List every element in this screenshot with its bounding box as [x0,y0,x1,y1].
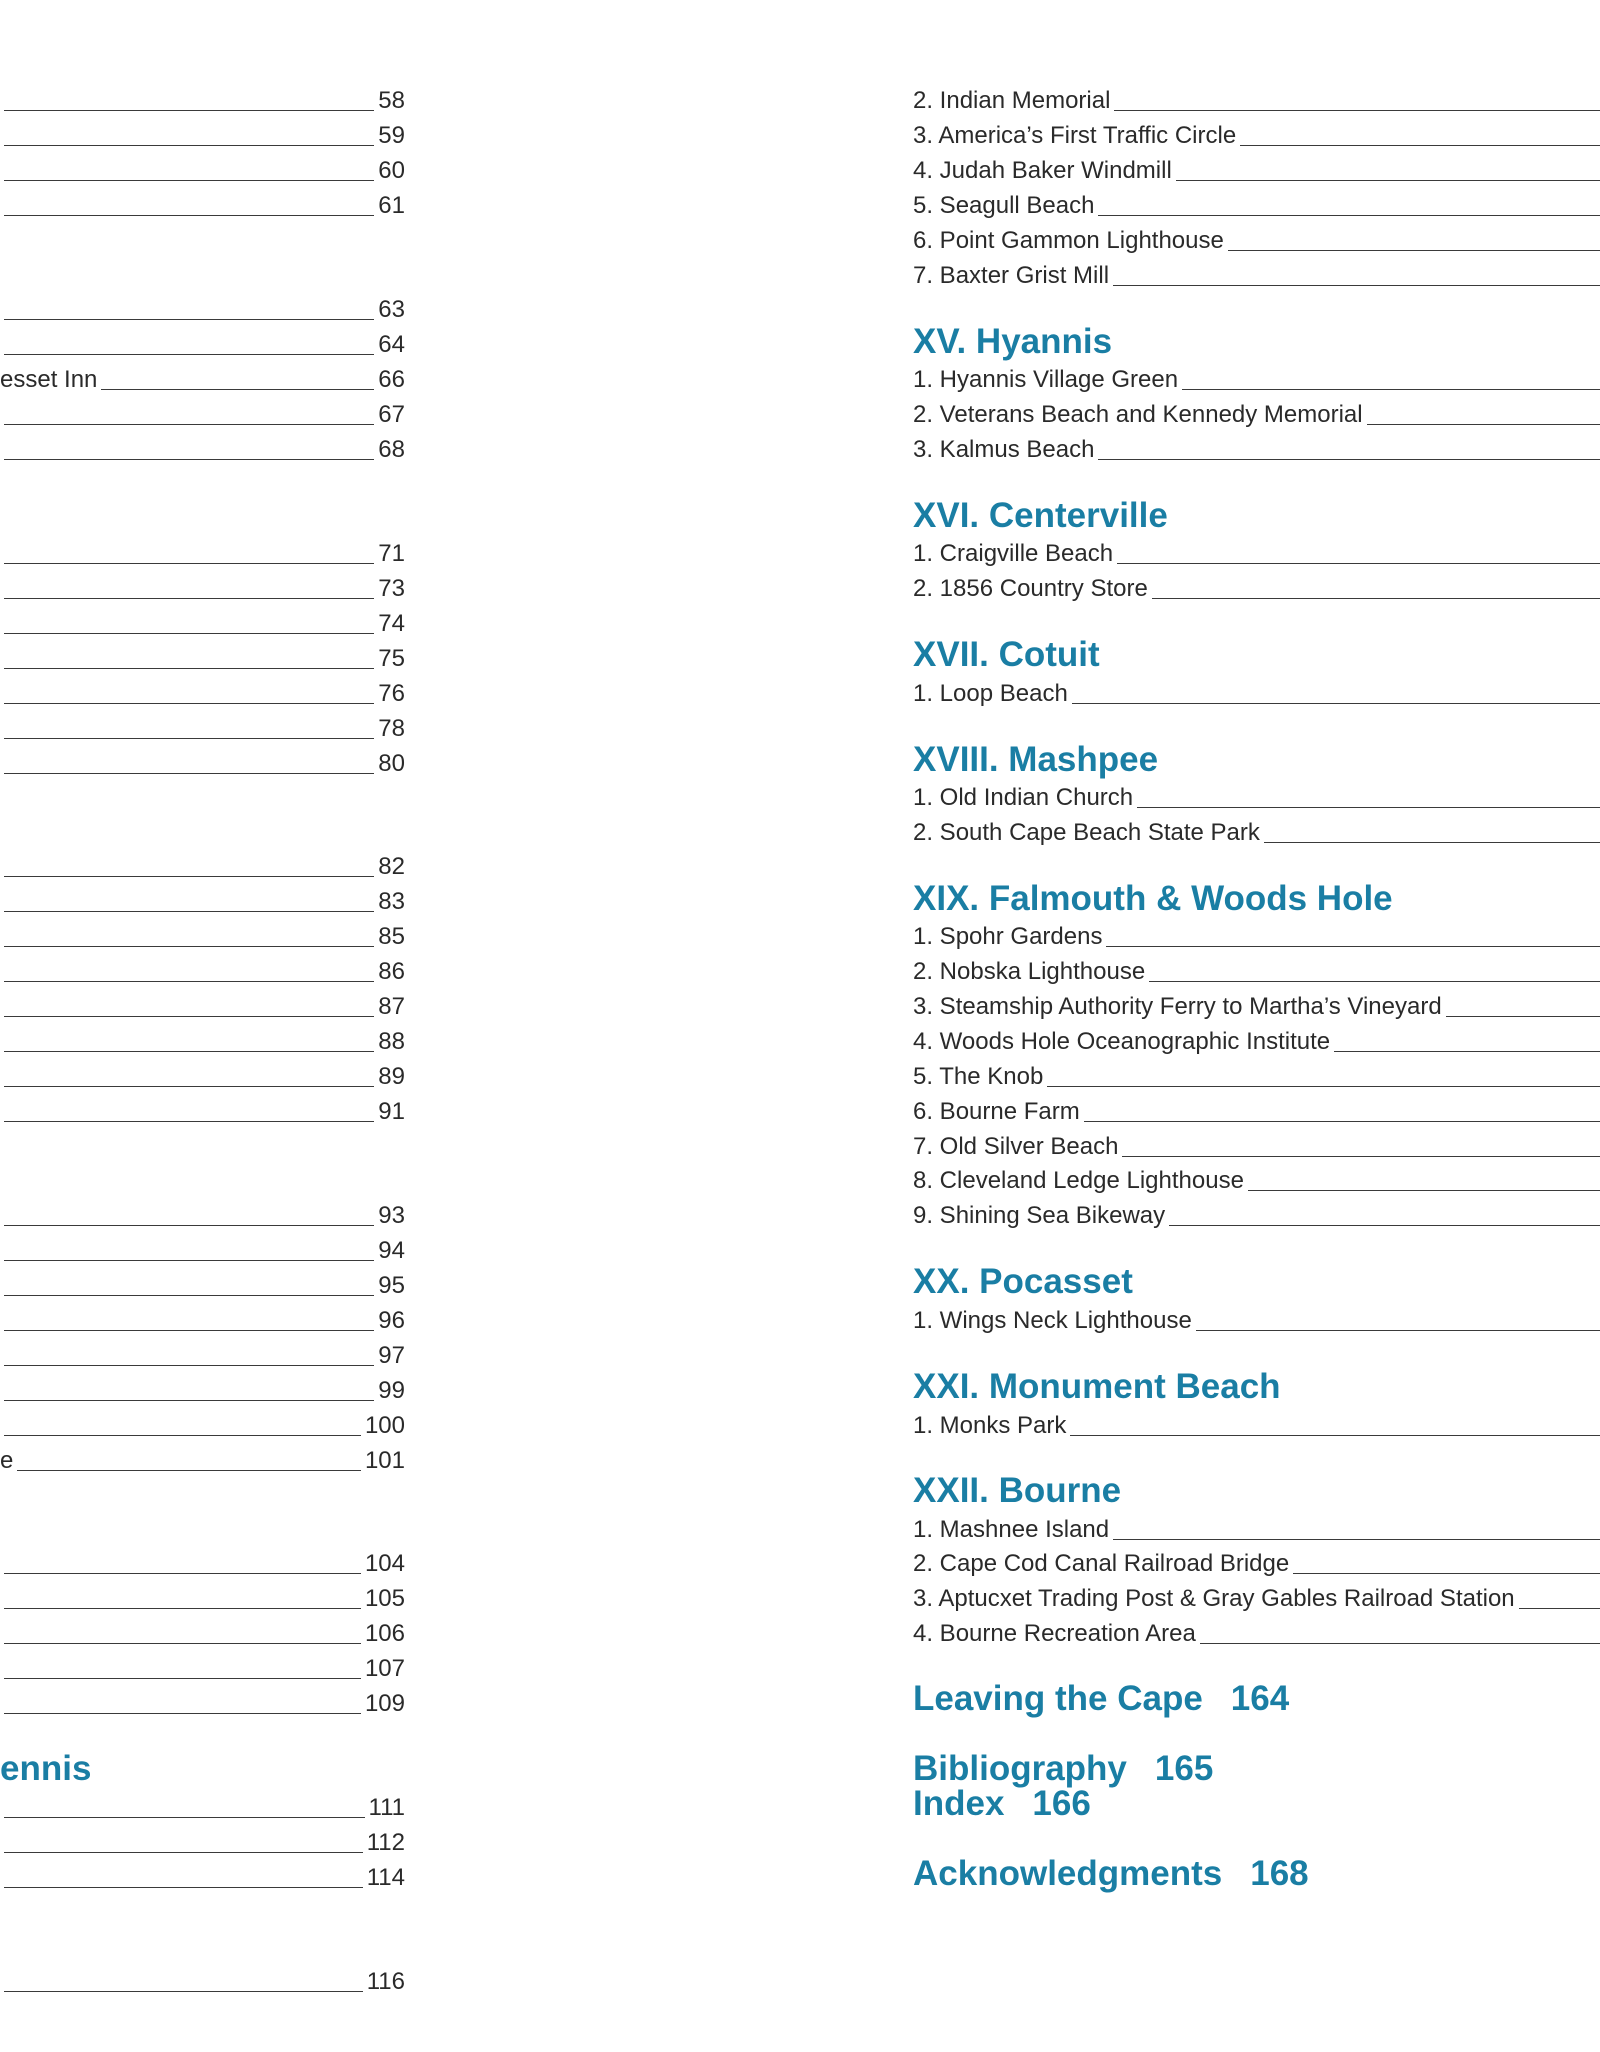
page-number: 67 [378,401,405,428]
toc-entry[interactable] [913,1306,1600,1336]
leader-line [4,424,374,425]
toc-entry[interactable] [0,191,405,221]
leader-line [1264,842,1600,843]
entry-title: 1. Old Indian Church [913,784,1134,811]
entry-title: 4. Woods Hole Oceanographic Institute [913,1028,1331,1055]
leader-line [4,1121,374,1122]
page-number: 99 [378,1377,405,1404]
toc-entry[interactable] [913,957,1600,987]
leader-line [4,911,374,912]
leader-line [1070,1435,1600,1436]
leader-line [4,1016,374,1017]
entry-title: 6. Point Gammon Lighthouse [913,227,1224,254]
section-heading: ennis [0,1749,92,1788]
toc-entry[interactable] [0,400,405,430]
toc-entry[interactable] [0,1689,405,1719]
leader-line [1106,946,1600,947]
leader-line [4,180,374,181]
toc-entry[interactable] [913,121,1600,151]
section-heading: XX. Pocasset [913,1262,1133,1301]
toc-entry[interactable] [913,1584,1600,1614]
leader-line [1152,598,1600,599]
leader-line [4,1817,365,1818]
page-number: 107 [364,1655,405,1682]
entry-title: 1. Spohr Gardens [913,923,1103,950]
page-number: 101 [364,1447,405,1474]
toc-entry[interactable] [913,992,1600,1022]
leader-line [4,598,374,599]
page-number: 112 [366,1829,405,1856]
leader-line [4,633,374,634]
page-number: 59 [378,122,405,149]
section-heading: XVII. Cotuit [913,635,1100,674]
leader-line [1248,1190,1600,1191]
toc-entry[interactable] [0,86,405,116]
toc-entry[interactable] [913,1515,1600,1545]
page-number: 87 [378,993,405,1020]
entry-title: 5. Seagull Beach [913,192,1095,219]
entry-title: e [0,1447,14,1474]
toc-entry[interactable] [0,887,405,917]
toc-entry[interactable] [0,1967,405,1997]
leader-line [4,1643,361,1644]
leader-line [4,1051,374,1052]
page-number: 61 [378,192,405,219]
end-section-title: Bibliography [913,1749,1127,1788]
entry-title: 1. Monks Park [913,1412,1067,1439]
toc-entry[interactable] [913,86,1600,116]
toc-entry[interactable] [0,1201,405,1231]
leader-line [4,1086,374,1087]
toc-entry[interactable] [0,992,405,1022]
leader-line [1519,1608,1600,1609]
toc-entry[interactable] [0,574,405,604]
leader-line [4,703,374,704]
end-section-title: Index [913,1784,1005,1823]
leader-line [1169,1225,1600,1226]
toc-entry[interactable] [913,1097,1600,1127]
leader-line [1113,1539,1600,1540]
leader-line [1149,981,1600,982]
toc-entry[interactable] [0,1549,405,1579]
page-number: 60 [378,157,405,184]
entry-title: 1. Wings Neck Lighthouse [913,1307,1192,1334]
leader-line [1098,215,1600,216]
page-number: 114 [366,1864,405,1891]
end-section-title: Acknowledgments [913,1854,1223,1893]
section-heading: XIX. Falmouth & Woods Hole [913,879,1393,918]
toc-entry[interactable] [913,1619,1600,1649]
page-number: 106 [364,1620,405,1647]
leader-line [1334,1051,1600,1052]
entry-title: 2. Cape Cod Canal Railroad Bridge [913,1550,1290,1577]
toc-entry[interactable] [0,121,405,151]
toc-entry[interactable] [0,156,405,186]
leader-line [1200,1643,1600,1644]
toc-entry[interactable] [913,365,1600,395]
toc-entry[interactable] [913,1062,1600,1092]
toc-entry[interactable] [0,957,405,987]
page-number: 83 [378,888,405,915]
entry-title: 2. Veterans Beach and Kennedy Memorial [913,401,1363,428]
leader-line [4,981,374,982]
leader-line [4,668,374,669]
toc-entry[interactable] [0,1584,405,1614]
page-number: 71 [378,540,405,567]
leader-line [1122,1156,1600,1157]
entry-title: 1. Craigville Beach [913,540,1114,567]
toc-entry[interactable] [0,1027,405,1057]
page-number: 105 [364,1585,405,1612]
toc-entry[interactable] [913,1201,1600,1231]
leader-line [1137,807,1600,808]
leader-line [1047,1086,1600,1087]
leader-line [4,354,374,355]
toc-left-column [0,0,410,2052]
toc-entry[interactable] [0,330,405,360]
leader-line [101,389,374,390]
toc-entry[interactable] [0,1654,405,1684]
end-section-heading[interactable] [913,1854,1309,1894]
toc-entry[interactable] [0,1619,405,1649]
page-number: 74 [378,610,405,637]
leader-line [1446,1016,1600,1017]
entry-title: 4. Judah Baker Windmill [913,157,1172,184]
page-number: 80 [378,750,405,777]
entry-title: 5. The Knob [913,1063,1044,1090]
leader-line [4,876,374,877]
leader-line [4,1713,361,1714]
entry-title: 1. Hyannis Village Green [913,366,1179,393]
page-number: 73 [378,575,405,602]
leader-line [1098,459,1600,460]
toc-entry[interactable] [0,1271,405,1301]
page-number: 94 [378,1237,405,1264]
toc-entry[interactable] [0,1863,405,1893]
entry-title: 6. Bourne Farm [913,1098,1080,1125]
leader-line [1072,703,1600,704]
toc-entry[interactable] [0,1446,405,1476]
leader-line [4,738,374,739]
leader-line [1293,1573,1600,1574]
page-number: 109 [364,1690,405,1717]
leader-line [1084,1121,1600,1122]
toc-entry[interactable] [913,574,1600,604]
toc-entry[interactable] [0,539,405,569]
section-heading: XVI. Centerville [913,496,1168,535]
toc-entry[interactable] [0,749,405,779]
section-heading: XVIII. Mashpee [913,740,1159,779]
leader-line [4,773,374,774]
toc-entry[interactable] [0,922,405,952]
entry-title: 9. Shining Sea Bikeway [913,1202,1166,1229]
page-number: 58 [378,87,405,114]
toc-entry[interactable] [0,365,405,395]
entry-title: 1. Mashnee Island [913,1516,1110,1543]
page-number: 76 [378,680,405,707]
leader-line [4,1400,374,1401]
leader-line [1113,285,1600,286]
page-number: 93 [378,1202,405,1229]
page-number: 104 [364,1550,405,1577]
section-heading: XXII. Bourne [913,1471,1122,1510]
page-number: 165 [1154,1749,1214,1788]
section-heading: XV. Hyannis [913,322,1113,361]
leader-line [1182,389,1600,390]
leader-line [4,1678,361,1679]
entry-title: esset Inn [0,366,98,393]
toc-entry[interactable] [0,1376,405,1406]
page-number: 91 [378,1098,405,1125]
entry-title: 3. Aptucxet Trading Post & Gray Gables Railroad Station [913,1585,1515,1612]
toc-entry[interactable] [0,435,405,465]
page-number: 100 [364,1412,405,1439]
leader-line [4,1295,374,1296]
leader-line [1228,250,1600,251]
leader-line [1367,424,1600,425]
end-section-heading[interactable] [913,1749,1213,1789]
entry-title: 2. Nobska Lighthouse [913,958,1146,985]
page-number: 82 [378,853,405,880]
leader-line [4,145,374,146]
leader-line [1196,1330,1600,1331]
leader-line [1114,110,1600,111]
leader-line [4,215,374,216]
section-heading: XXI. Monument Beach [913,1367,1281,1406]
leader-line [4,1260,374,1261]
toc-entry[interactable] [0,1097,405,1127]
toc-entry[interactable] [0,644,405,674]
page-number: 96 [378,1307,405,1334]
entry-title: 7. Old Silver Beach [913,1133,1119,1160]
page-number: 116 [366,1968,405,1995]
leader-line [4,1330,374,1331]
entry-title: 3. America’s First Traffic Circle [913,122,1237,149]
toc-entry[interactable] [0,679,405,709]
leader-line [17,1470,361,1471]
page-number: 166 [1032,1784,1091,1823]
toc-entry[interactable] [913,226,1600,256]
toc-entry[interactable] [913,400,1600,430]
toc-right-column [913,0,1600,2052]
toc-entry[interactable] [913,1549,1600,1579]
toc-entry[interactable] [0,852,405,882]
entry-title: 2. 1856 Country Store [913,575,1148,602]
entry-title: 2. South Cape Beach State Park [913,819,1260,846]
toc-entry[interactable] [0,1341,405,1371]
page-number: 85 [378,923,405,950]
page-number: 68 [378,436,405,463]
toc-entry[interactable] [0,295,405,325]
end-section-title: Leaving the Cape [913,1679,1203,1718]
page-number: 97 [378,1342,405,1369]
page-number: 78 [378,715,405,742]
toc-entry[interactable] [0,1236,405,1266]
entry-title: 3. Kalmus Beach [913,436,1095,463]
entry-title: 8. Cleveland Ledge Lighthouse [913,1167,1244,1194]
page-number: 63 [378,296,405,323]
leader-line [1176,180,1600,181]
toc-entry[interactable] [0,1793,405,1823]
leader-line [4,319,374,320]
toc-entry[interactable] [913,679,1600,709]
toc-entry[interactable] [0,714,405,744]
leader-line [4,1435,361,1436]
entry-title: 1. Loop Beach [913,680,1068,707]
toc-entry[interactable] [0,1828,405,1858]
leader-line [4,1887,363,1888]
entry-title: 4. Bourne Recreation Area [913,1620,1196,1647]
page-number: 86 [378,958,405,985]
toc-entry[interactable] [913,1027,1600,1057]
toc-entry[interactable] [913,191,1600,221]
leader-line [4,110,374,111]
page-number: 75 [378,645,405,672]
toc-entry[interactable] [913,1132,1600,1162]
leader-line [4,459,374,460]
page-number: 168 [1250,1854,1309,1893]
leader-line [4,1573,361,1574]
page-number: 164 [1230,1679,1290,1718]
entry-title: 3. Steamship Authority Ferry to Martha’s Vineyard [913,993,1442,1020]
toc-entry[interactable] [913,1411,1600,1441]
end-section-heading[interactable] [913,1679,1289,1719]
leader-line [4,1608,361,1609]
end-section-heading[interactable] [913,1784,1091,1824]
entry-title: 2. Indian Memorial [913,87,1111,114]
page-number: 111 [368,1794,405,1821]
leader-line [4,1852,363,1853]
page-number: 64 [378,331,405,358]
toc-entry[interactable] [0,1062,405,1092]
toc-entry[interactable] [913,783,1600,813]
toc-entry[interactable] [913,1166,1600,1196]
leader-line [4,563,374,564]
leader-line [4,1225,374,1226]
toc-entry[interactable] [913,156,1600,186]
toc-entry[interactable] [0,1306,405,1336]
toc-entry[interactable] [913,818,1600,848]
toc-entry[interactable] [913,539,1600,569]
toc-entry[interactable] [913,435,1600,465]
leader-line [1117,563,1600,564]
leader-line [1240,145,1600,146]
toc-entry[interactable] [913,261,1600,291]
page-number: 89 [378,1063,405,1090]
leader-line [4,1991,363,1992]
toc-entry[interactable] [0,1411,405,1441]
page-number: 66 [378,366,405,393]
entry-title: 7. Baxter Grist Mill [913,262,1110,289]
page-number: 95 [378,1272,405,1299]
leader-line [4,946,374,947]
page-number: 88 [378,1028,405,1055]
toc-entry[interactable] [913,922,1600,952]
toc-entry[interactable] [0,609,405,639]
leader-line [4,1365,374,1366]
